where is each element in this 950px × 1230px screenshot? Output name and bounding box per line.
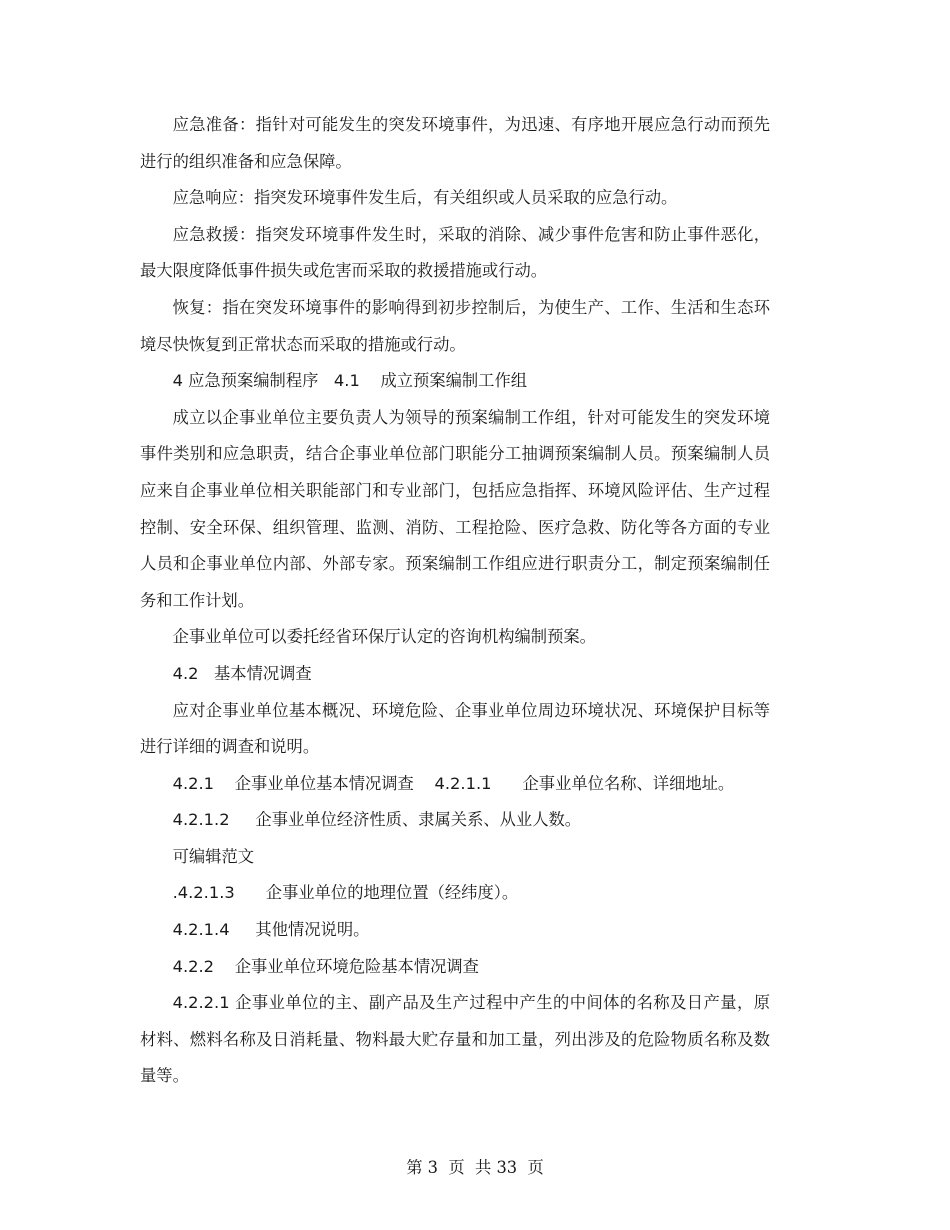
item-4-2-1-4: 4.2.1.4 其他情况说明。 xyxy=(172,920,370,940)
item-4-2-1-3: .4.2.1.3 企事业单位的地理位置（经纬度）。 xyxy=(172,883,519,903)
page-number-footer xyxy=(0,1154,950,1178)
item-4-2-2-1: 4.2.2.1 企事业单位的主、副产品及生产过程中产生的中间体的名称及日产量，原材料、燃料名称及日消耗量、物料最大贮存量和加工量，列出涉及的危险物质名称及数量等。 xyxy=(140,993,770,1086)
item-4-2-1: 4.2.1 企事业单位基本情况调查 4.2.1.1 企事业单位名称、详细地址。 xyxy=(172,773,735,793)
item-4-2-2: 4.2.2 企事业单位环境危险基本情况调查 xyxy=(172,956,479,976)
page-body xyxy=(140,107,770,1095)
paragraph-consulting: 企事业单位可以委托经省环保厅认定的咨询机构编制预案。 xyxy=(172,627,596,647)
editable-template-note: 可编辑范文 xyxy=(172,846,255,866)
item-4-2-1-2: 4.2.1.2 企事业单位经济性质、隶属关系、从业人数。 xyxy=(172,810,582,830)
section-heading-4-2: 4.2 基本情况调查 xyxy=(172,663,312,683)
paragraph-emergency-preparation: 应急准备：指针对可能发生的突发环境事件，为迅速、有序地开展应急行动而预先进行的组织准备和应急保障。 xyxy=(140,115,770,171)
page-number-label: 第 3 页 共 33 页 xyxy=(406,1158,544,1177)
paragraph-emergency-rescue: 应急救援：指突发环境事件发生时，采取的消除、减少事件危害和防止事件恶化，最大限度降低事件损失或危害而采取的救援措施或行动。 xyxy=(140,224,770,281)
paragraph-recovery: 恢复：指在突发环境事件的影响得到初步控制后，为使生产、工作、生活和生态环境尽快恢复到正常状态而采取的措施或行动。 xyxy=(140,297,770,354)
section-heading-4-1: 4 应急预案编制程序 4.1 成立预案编制工作组 xyxy=(172,371,528,391)
paragraph-basic-survey: 应对企事业单位基本概况、环境危险、企事业单位周边环境状况、环境保护目标等进行详细的调查和说明。 xyxy=(140,700,770,757)
paragraph-working-group: 成立以企事业单位主要负责人为领导的预案编制工作组，针对可能发生的突发环境事件类别和应急职责，结合企事业单位部门职能分工抽调预案编制人员。预案编制人员应来自企事业单位相关职能部门和专业部门，包括应急指挥、环境风险评估、生产过程控制、安全环保、组织管理、监测、消防、工程抢险、医疗急救、防化等各方面的专业人员和企事业单位内部、外部专家。预案编制工作组应进行职责分工，制定预案编制任务和工作计划。 xyxy=(140,407,770,610)
paragraph-emergency-response: 应急响应：指突发环境事件发生后，有关组织或人员采取的应急行动。 xyxy=(172,188,678,208)
